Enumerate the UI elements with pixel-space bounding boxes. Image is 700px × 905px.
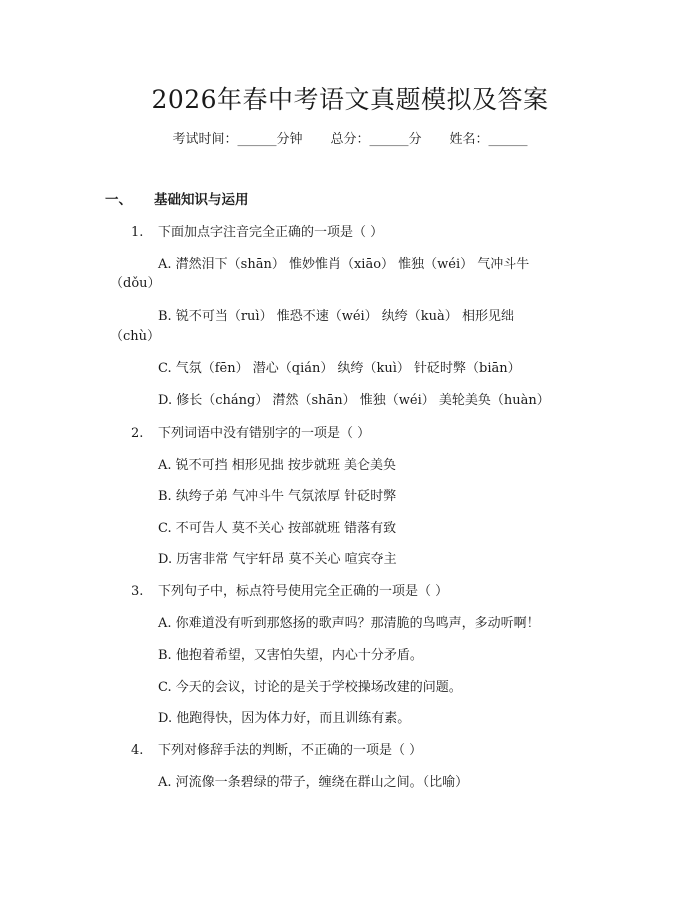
q2-option-b: B. 纨绔子弟 气冲斗牛 气氛浓厚 针砭时弊 (158, 489, 397, 504)
question-1 (131, 221, 383, 245)
q1-option-a: A. 潸然泪下（shān） 惟妙惟肖（xiāo） 惟独（wéi） 气冲斗牛 (158, 257, 530, 272)
q4-option-a: A. 河流像一条碧绿的带子，缠绕在群山之间。（比喻） (158, 775, 469, 790)
q1-option-b: B. 锐不可当（ruì） 惟恐不速（wéi） 纨绔（kuà） 相形见绌 (158, 309, 514, 324)
q3-option-a: A. 你难道没有听到那悠扬的歌声吗？那清脆的鸟鸣声，多动听啊！ (158, 616, 540, 631)
q2-option-a: A. 锐不可挡 相形见拙 按步就班 美仑美奂 (158, 458, 397, 473)
q3-option-d: D. 他跑得快，因为体力好，而且训练有素。 (158, 711, 411, 726)
q1-option-d: D. 修长（cháng） 潸然（shān） 惟独（wéi） 美轮美奂（huàn） (158, 393, 550, 408)
question-text: 下列句子中，标点符号使用完全正确的一项是（ ） (158, 584, 449, 599)
question-3 (131, 580, 448, 604)
question-2 (131, 422, 370, 446)
total-score-field: 总分：______分 (330, 132, 422, 147)
exam-meta (0, 128, 700, 152)
section-heading (105, 188, 249, 212)
page-title: 2026年春中考语文真题模拟及答案 (151, 85, 549, 114)
q3-option-b: B. 他抱着希望，又害怕失望，内心十分矛盾。 (158, 648, 423, 663)
question-text: 下列词语中没有错别字的一项是（ ） (158, 426, 371, 441)
name-field: 姓名：______ (449, 132, 528, 147)
question-number: 4. (131, 743, 144, 758)
q1-option-c: C. 气氛（fēn） 潜心（qián） 纨绔（kuì） 针砭时弊（biān） (158, 361, 521, 376)
q1-option-a-continued: （dǒu） (110, 276, 161, 291)
question-number: 3. (131, 584, 144, 599)
section-number: 一、 (105, 192, 132, 208)
q2-option-d: D. 历害非常 气宇轩昂 莫不关心 喧宾夺主 (158, 552, 397, 567)
question-4 (131, 739, 422, 763)
question-number: 1. (131, 225, 144, 240)
question-text: 下面加点字注音完全正确的一项是（ ） (158, 225, 384, 240)
exam-time-field: 考试时间：______分钟 (172, 132, 303, 147)
q2-option-c: C. 不可告人 莫不关心 按部就班 错落有致 (158, 521, 397, 536)
section-title: 基础知识与运用 (154, 192, 249, 208)
question-text: 下列对修辞手法的判断，不正确的一项是（ ） (158, 743, 423, 758)
question-number: 2. (131, 426, 144, 441)
q3-option-c: C. 今天的会议，讨论的是关于学校操场改建的问题。 (158, 680, 462, 695)
q1-option-b-continued: （chù） (110, 329, 161, 344)
